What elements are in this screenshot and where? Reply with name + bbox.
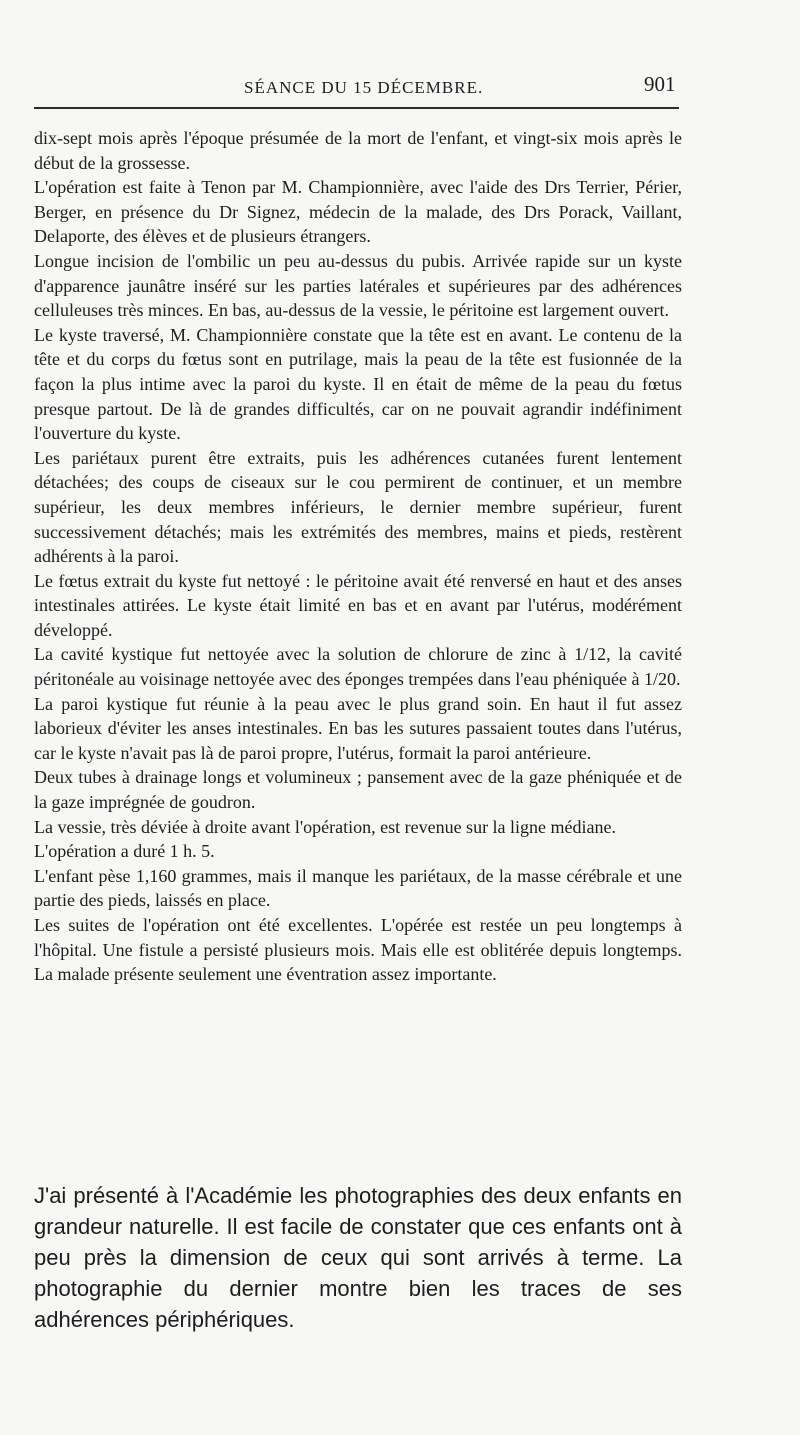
body-text: [34, 126, 682, 987]
paragraph: Le kyste traversé, M. Championnière constate que la tête est en avant. Le contenu de la tête et du corps du fœtus sont en putrilage, mais la peau de la tête est fusionnée de la façon la plus intime avec la paroi du kyste. Il en était de même de la peau du fœtus presque partout. De là de grandes difficultés, car on ne pouvait agrandir indéfiniment l'ouverture du kyste.: [34, 324, 682, 444]
page-header: [0, 70, 800, 100]
paragraph: La cavité kystique fut nettoyée avec la solution de chlorure de zinc à 1/12, la cavité péritonéale au voisinage nettoyée avec des éponges trempées dans l'eau phéniquée à 1/20.: [34, 644, 682, 690]
paragraph: Les suites de l'opération ont été excellentes. L'opérée est restée un peu longtemps à l'hôpital. Une fistule a persisté plusieurs mois. Mais elle est oblitérée depuis longtemps. La malade présente seulement une éventration assez importante.: [34, 915, 682, 985]
running-title: SÉANCE DU 15 DÉCEMBRE.: [244, 78, 484, 97]
paragraph: dix-sept mois après l'époque présumée de la mort de l'enfant, et vingt-six mois après le début de la grossesse.: [34, 128, 682, 173]
paragraph: L'opération a duré 1 h. 5.: [34, 841, 215, 862]
paragraph: L'enfant pèse 1,160 grammes, mais il manque les pariétaux, de la masse cérébrale et une partie des pieds, laissés en place.: [34, 865, 682, 911]
closing-text: [34, 1180, 682, 1335]
paragraph: Longue incision de l'ombilic un peu au-dessus du pubis. Arrivée rapide sur un kyste d'apparence jaunâtre inséré sur les parties latérales et supérieures par des adhérences celluleuses très minces. En bas, au-dessus de la vessie, le péritoine est largement ouvert.: [34, 250, 682, 321]
paragraph: La paroi kystique fut réunie à la peau avec le plus grand soin. En haut il fut assez laborieux d'éviter les anses intestinales. En bas les sutures passaient toutes dans l'utérus, car le kyste n'avait pas là de paroi propre, l'utérus, formait la paroi antérieure.: [34, 693, 682, 763]
paragraph: L'opération est faite à Tenon par M. Championnière, avec l'aide des Drs Terrier, Périer, Berger, en présence du Dr Signez, médecin de la malade, des Drs Porack, Vaillant, Delaporte, des élèves et de plusieurs étrangers.: [34, 177, 682, 247]
paragraph: Le fœtus extrait du kyste fut nettoyé : le péritoine avait été renversé en haut et des anses intestinales attirées. Le kyste était limité en bas et en avant par l'utérus, modérément développé.: [34, 570, 682, 640]
header-rule: [34, 107, 679, 109]
paragraph: Deux tubes à drainage longs et volumineux ; pansement avec de la gaze phéniquée et de la gaze imprégnée de goudron.: [34, 767, 682, 813]
paragraph: Les pariétaux purent être extraits, puis les adhérences cutanées furent lentement détachées; des coups de ciseaux sur le cou permirent de continuer, et un membre supérieur, les deux membres inférieurs, le dernier membre supérieur, furent successivement détachés; mais les extrémités des membres, mains et pieds, restèrent adhérents à la paroi.: [34, 447, 682, 567]
paragraph: La vessie, très déviée à droite avant l'opération, est revenue sur la ligne médiane.: [34, 816, 617, 837]
closing-paragraph: J'ai présenté à l'Académie les photographies des deux enfants en grandeur naturelle. Il est facile de constater que ces enfants ont à peu près la dimension de ceux qui sont arrivés à terme. La photographie du dernier montre bien les traces de ses adhérences périphériques.: [34, 1183, 682, 1332]
page-number: 901: [644, 72, 676, 96]
